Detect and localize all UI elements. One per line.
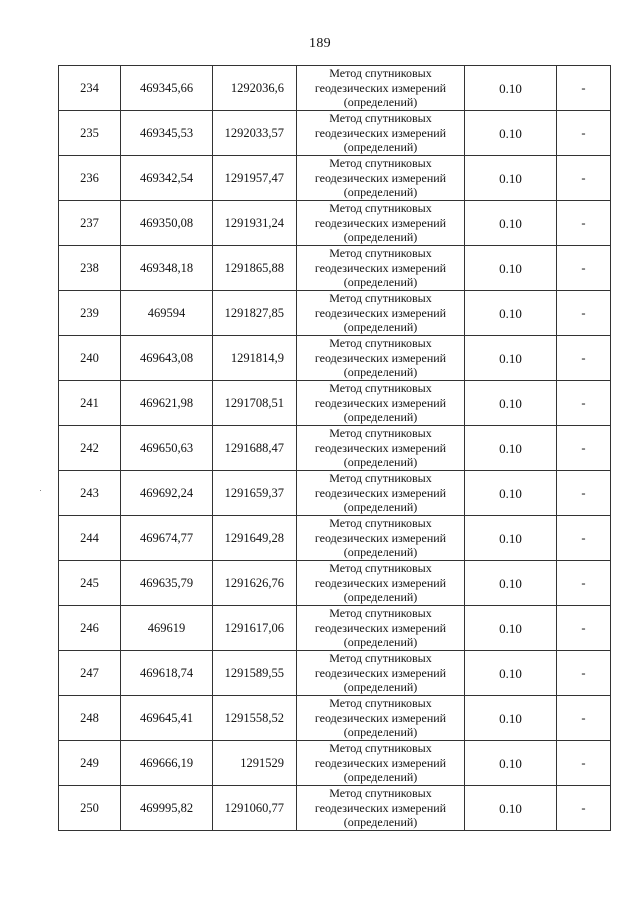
method-line: геодезических измерений [314, 170, 447, 185]
method-line: (определений) [343, 455, 418, 470]
x-coordinate-cell: 469621,98 [121, 381, 213, 426]
method-line: геодезических измерений [314, 260, 447, 275]
table-row [59, 516, 611, 561]
method-cell [297, 111, 465, 156]
method-cell [297, 561, 465, 606]
x-coordinate-cell: 469666,19 [121, 741, 213, 786]
note-cell: - [557, 471, 611, 516]
method-line: геодезических измерений [314, 350, 447, 365]
accuracy-cell: 0.10 [465, 741, 557, 786]
table-row [59, 471, 611, 516]
method-line: (определений) [343, 185, 418, 200]
method-line: (определений) [343, 680, 418, 695]
point-number-cell: 240 [59, 336, 121, 381]
method-cell [297, 651, 465, 696]
accuracy-cell: 0.10 [465, 111, 557, 156]
note-cell: - [557, 111, 611, 156]
table-row [59, 111, 611, 156]
point-number-cell: 241 [59, 381, 121, 426]
method-line: (определений) [343, 230, 418, 245]
note-cell: - [557, 291, 611, 336]
method-line: геодезических измерений [314, 215, 447, 230]
y-coordinate-cell: 1291957,47 [213, 156, 297, 201]
point-number-cell: 250 [59, 786, 121, 831]
method-cell [297, 336, 465, 381]
note-cell: - [557, 201, 611, 246]
table-row [59, 651, 611, 696]
x-coordinate-cell: 469345,66 [121, 66, 213, 111]
point-number-cell: 239 [59, 291, 121, 336]
accuracy-cell: 0.10 [465, 426, 557, 471]
x-coordinate-cell: 469618,74 [121, 651, 213, 696]
page-number: 189 [309, 36, 331, 51]
table-row [59, 156, 611, 201]
accuracy-cell: 0.10 [465, 336, 557, 381]
method-line: Метод спутниковых [329, 291, 432, 306]
note-cell: - [557, 156, 611, 201]
method-line: (определений) [343, 500, 418, 515]
method-line: Метод спутниковых [329, 696, 432, 711]
y-coordinate-cell: 1291659,37 [213, 471, 297, 516]
accuracy-cell: 0.10 [465, 381, 557, 426]
x-coordinate-cell: 469995,82 [121, 786, 213, 831]
x-coordinate-cell: 469350,08 [121, 201, 213, 246]
note-cell: - [557, 696, 611, 741]
accuracy-cell: 0.10 [465, 786, 557, 831]
method-cell [297, 381, 465, 426]
method-line: геодезических измерений [314, 575, 447, 590]
method-line: геодезических измерений [314, 755, 447, 770]
method-line: Метод спутниковых [329, 201, 432, 216]
method-cell [297, 786, 465, 831]
method-cell [297, 156, 465, 201]
method-cell [297, 246, 465, 291]
method-line: (определений) [343, 140, 418, 155]
method-line: геодезических измерений [314, 620, 447, 635]
x-coordinate-cell: 469619 [121, 606, 213, 651]
method-line: геодезических измерений [314, 80, 447, 95]
method-cell [297, 66, 465, 111]
method-cell [297, 696, 465, 741]
accuracy-cell: 0.10 [465, 66, 557, 111]
point-number-cell: 237 [59, 201, 121, 246]
note-cell: - [557, 516, 611, 561]
y-coordinate-cell: 1291814,9 [213, 336, 297, 381]
point-number-cell: 245 [59, 561, 121, 606]
point-number-cell: 247 [59, 651, 121, 696]
x-coordinate-cell: 469692,24 [121, 471, 213, 516]
method-cell [297, 516, 465, 561]
point-number-cell: 248 [59, 696, 121, 741]
accuracy-cell: 0.10 [465, 291, 557, 336]
x-coordinate-cell: 469594 [121, 291, 213, 336]
table-row [59, 606, 611, 651]
method-line: геодезических измерений [314, 305, 447, 320]
scan-speck [40, 490, 41, 491]
x-coordinate-cell: 469674,77 [121, 516, 213, 561]
note-cell: - [557, 786, 611, 831]
y-coordinate-cell: 1291589,55 [213, 651, 297, 696]
y-coordinate-cell: 1292033,57 [213, 111, 297, 156]
y-coordinate-cell: 1291558,52 [213, 696, 297, 741]
method-line: геодезических измерений [314, 800, 447, 815]
y-coordinate-cell: 1292036,6 [213, 66, 297, 111]
table-row [59, 336, 611, 381]
method-line: (определений) [343, 725, 418, 740]
y-coordinate-cell: 1291708,51 [213, 381, 297, 426]
note-cell: - [557, 606, 611, 651]
note-cell: - [557, 561, 611, 606]
table-row [59, 426, 611, 471]
accuracy-cell: 0.10 [465, 651, 557, 696]
method-cell [297, 291, 465, 336]
accuracy-cell: 0.10 [465, 201, 557, 246]
method-line: геодезических измерений [314, 665, 447, 680]
method-line: геодезических измерений [314, 440, 447, 455]
table-row [59, 201, 611, 246]
accuracy-cell: 0.10 [465, 471, 557, 516]
method-line: (определений) [343, 545, 418, 560]
note-cell: - [557, 246, 611, 291]
method-cell [297, 741, 465, 786]
note-cell: - [557, 741, 611, 786]
x-coordinate-cell: 469650,63 [121, 426, 213, 471]
table-row [59, 786, 611, 831]
method-line: геодезических измерений [314, 395, 447, 410]
method-line: (определений) [343, 590, 418, 605]
point-number-cell: 235 [59, 111, 121, 156]
accuracy-cell: 0.10 [465, 561, 557, 606]
accuracy-cell: 0.10 [465, 156, 557, 201]
method-line: Метод спутниковых [329, 156, 432, 171]
method-line: Метод спутниковых [329, 561, 432, 576]
method-line: Метод спутниковых [329, 741, 432, 756]
y-coordinate-cell: 1291688,47 [213, 426, 297, 471]
y-coordinate-cell: 1291617,06 [213, 606, 297, 651]
method-cell [297, 201, 465, 246]
table-row [59, 381, 611, 426]
table-row [59, 246, 611, 291]
coordinates-table [58, 65, 611, 831]
x-coordinate-cell: 469635,79 [121, 561, 213, 606]
note-cell: - [557, 381, 611, 426]
method-line: Метод спутниковых [329, 336, 432, 351]
accuracy-cell: 0.10 [465, 606, 557, 651]
accuracy-cell: 0.10 [465, 516, 557, 561]
method-line: Метод спутниковых [329, 606, 432, 621]
x-coordinate-cell: 469643,08 [121, 336, 213, 381]
method-line: Метод спутниковых [329, 111, 432, 126]
method-line: Метод спутниковых [329, 786, 432, 801]
table-row [59, 561, 611, 606]
x-coordinate-cell: 469345,53 [121, 111, 213, 156]
method-line: Метод спутниковых [329, 426, 432, 441]
method-line: (определений) [343, 410, 418, 425]
note-cell: - [557, 336, 611, 381]
method-line: геодезических измерений [314, 125, 447, 140]
table-row [59, 66, 611, 111]
point-number-cell: 236 [59, 156, 121, 201]
point-number-cell: 246 [59, 606, 121, 651]
method-line: Метод спутниковых [329, 246, 432, 261]
x-coordinate-cell: 469342,54 [121, 156, 213, 201]
table-row [59, 291, 611, 336]
method-line: Метод спутниковых [329, 651, 432, 666]
method-line: (определений) [343, 815, 418, 830]
method-line: Метод спутниковых [329, 66, 432, 81]
accuracy-cell: 0.10 [465, 696, 557, 741]
x-coordinate-cell: 469645,41 [121, 696, 213, 741]
accuracy-cell: 0.10 [465, 246, 557, 291]
method-cell [297, 426, 465, 471]
table-row [59, 696, 611, 741]
point-number-cell: 243 [59, 471, 121, 516]
table-row [59, 741, 611, 786]
y-coordinate-cell: 1291827,85 [213, 291, 297, 336]
y-coordinate-cell: 1291060,77 [213, 786, 297, 831]
point-number-cell: 249 [59, 741, 121, 786]
method-line: (определений) [343, 770, 418, 785]
point-number-cell: 244 [59, 516, 121, 561]
note-cell: - [557, 66, 611, 111]
method-line: Метод спутниковых [329, 516, 432, 531]
method-line: (определений) [343, 95, 418, 110]
y-coordinate-cell: 1291529 [213, 741, 297, 786]
method-line: геодезических измерений [314, 485, 447, 500]
y-coordinate-cell: 1291931,24 [213, 201, 297, 246]
point-number-cell: 234 [59, 66, 121, 111]
y-coordinate-cell: 1291626,76 [213, 561, 297, 606]
x-coordinate-cell: 469348,18 [121, 246, 213, 291]
method-line: (определений) [343, 320, 418, 335]
point-number-cell: 242 [59, 426, 121, 471]
method-line: (определений) [343, 635, 418, 650]
table-body [59, 66, 611, 831]
method-line: (определений) [343, 275, 418, 290]
y-coordinate-cell: 1291649,28 [213, 516, 297, 561]
method-line: Метод спутниковых [329, 381, 432, 396]
method-cell [297, 606, 465, 651]
method-line: геодезических измерений [314, 710, 447, 725]
y-coordinate-cell: 1291865,88 [213, 246, 297, 291]
method-cell [297, 471, 465, 516]
point-number-cell: 238 [59, 246, 121, 291]
method-line: (определений) [343, 365, 418, 380]
method-line: геодезических измерений [314, 530, 447, 545]
note-cell: - [557, 426, 611, 471]
note-cell: - [557, 651, 611, 696]
method-line: Метод спутниковых [329, 471, 432, 486]
